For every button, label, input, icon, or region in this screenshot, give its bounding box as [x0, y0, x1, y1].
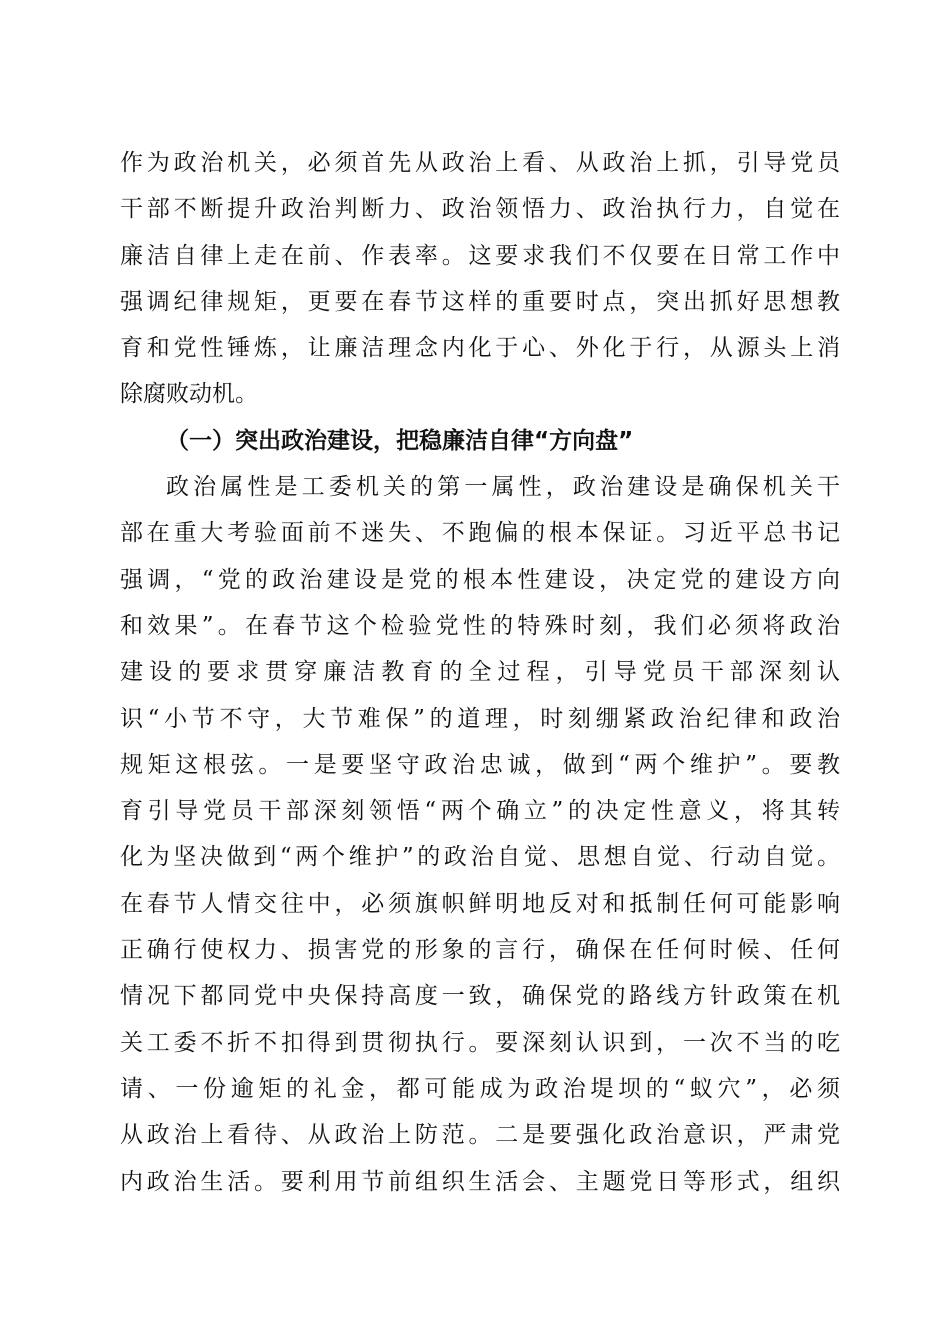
text-line: 从政治上看待、从政治上防范。二是要强化政治意识，严肃党: [120, 1122, 840, 1149]
text-line: 请、一份逾矩的礼金，都可能成为政治堤坝的“蚁穴”，必须: [120, 1075, 840, 1102]
text-line: 正确行使权力、损害党的形象的言行，确保在任何时候、任何: [120, 937, 840, 964]
text-line: 部在重大考验面前不迷失、不跑偏的根本保证。习近平总书记: [120, 520, 840, 547]
text-line: 识“小节不守，大节难保”的道理，时刻绷紧政治纪律和政治: [120, 705, 840, 732]
text-line: 育和党性锤炼，让廉洁理念内化于心、外化于行，从源头上消: [120, 335, 840, 362]
text-line: 情况下都同党中央保持高度一致，确保党的路线方针政策在机: [120, 983, 840, 1010]
text-line: 规矩这根弦。一是要坚守政治忠诚，做到“两个维护”。要教: [120, 751, 840, 778]
intro-paragraph: [120, 140, 840, 418]
section-heading: （一）突出政治建设，把稳廉洁自律“方向盘”: [166, 427, 634, 454]
document-body: [120, 140, 840, 1205]
text-line: 关工委不折不扣得到贯彻执行。要深刻认识到，一次不当的吃: [120, 1029, 840, 1056]
text-line: 政治属性是工委机关的第一属性，政治建设是确保机关干: [166, 474, 840, 501]
text-line: 干部不断提升政治判断力、政治领悟力、政治执行力，自觉在: [120, 196, 840, 223]
text-line: 作为政治机关，必须首先从政治上看、从政治上抓，引导党员: [120, 150, 840, 176]
text-line: 在春节人情交往中，必须旗帜鲜明地反对和抵制任何可能影响: [120, 890, 840, 917]
text-line: 强调纪律规矩，更要在春节这样的重要时点，突出抓好思想教: [120, 288, 840, 315]
text-line: 内政治生活。要利用节前组织生活会、主题党日等形式，组织: [120, 1168, 840, 1195]
text-line: 化为坚决做到“两个维护”的政治自觉、思想自觉、行动自觉。: [120, 844, 840, 871]
text-line: 除腐败动机。: [120, 381, 258, 408]
text-line: 强调，“党的政治建设是党的根本性建设，决定党的建设方向: [120, 566, 840, 593]
body-paragraph: [120, 464, 840, 1205]
text-line: 廉洁自律上走在前、作表率。这要求我们不仅要在日常工作中: [120, 242, 840, 269]
text-line: 育引导党员干部深刻领悟“两个确立”的决定性意义，将其转: [120, 798, 840, 825]
text-line: 和效果”。在春节这个检验党性的特殊时刻，我们必须将政治: [120, 612, 840, 639]
text-line: 建设的要求贯穿廉洁教育的全过程，引导党员干部深刻认: [120, 659, 840, 686]
